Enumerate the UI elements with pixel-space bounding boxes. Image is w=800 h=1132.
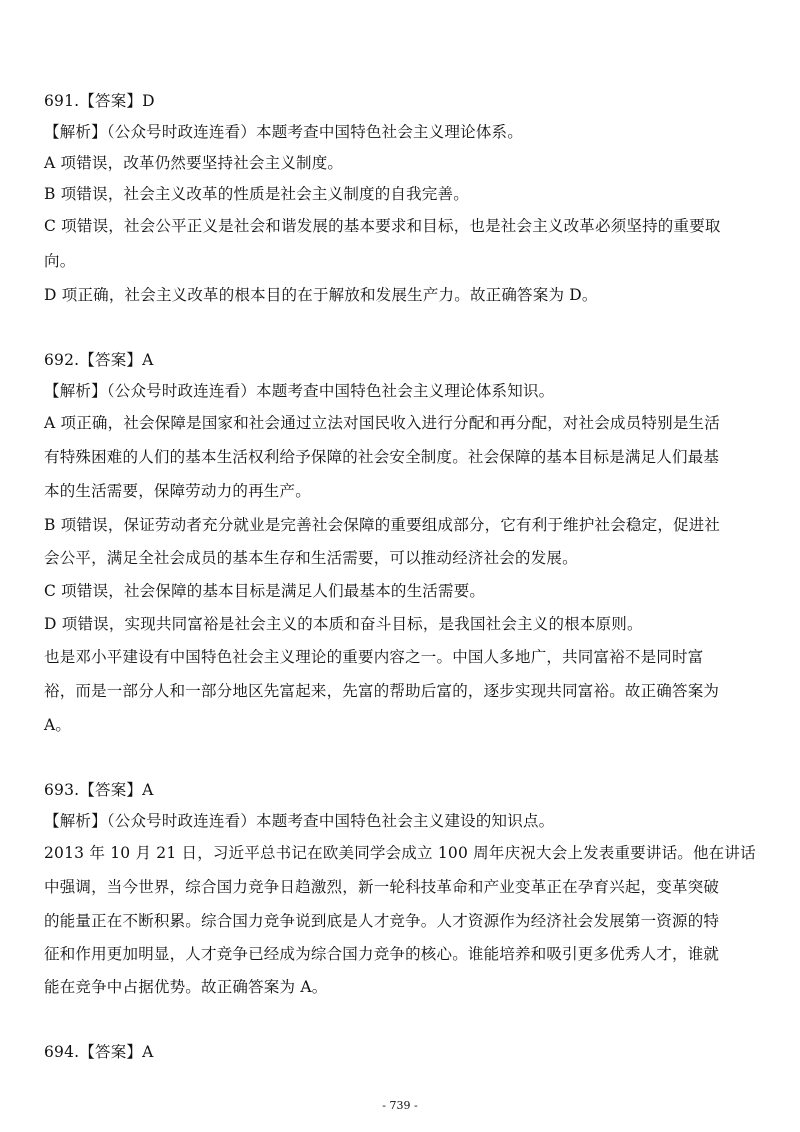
paragraph-line: 向。 <box>44 252 76 270</box>
answer-title-693: 693.【答案】A <box>44 781 154 799</box>
analysis-692: 【解析】（公众号时政连连看）本题考查中国特色社会主义理论体系知识。 <box>44 382 555 400</box>
paragraph-line: B 项错误，保证劳动者充分就业是完善社会保障的重要组成部分，它有利于维护社会稳定，促进社 <box>44 516 721 534</box>
paragraph-line: B 项错误，社会主义改革的性质是社会主义制度的自我完善。 <box>44 185 469 203</box>
paragraph-line: 有特殊困难的人们的基本生活权利给予保障的社会安全制度。社会保障的基本目标是满足人们最基 <box>44 448 720 466</box>
answer-title-691: 691.【答案】D <box>44 92 155 110</box>
paragraph-line: A。 <box>44 716 72 734</box>
answer-title-692: 692.【答案】A <box>44 351 154 369</box>
paragraph-line: C 项错误，社会保障的基本目标是满足人们最基本的生活需要。 <box>44 582 486 600</box>
page-number: - 739 - <box>382 1099 418 1112</box>
paragraph-line: 2013 年 10 月 21 日，习近平总书记在欧美同学会成立 100 周年庆祝大会上发表重要讲话。他在讲话 <box>44 844 756 862</box>
paragraph-line: 中强调，当今世界，综合国力竞争日趋激烈，新一轮科技革命和产业变革正在孕育兴起，变革突破 <box>44 878 720 896</box>
paragraph-line: 的能量正在不断积累。综合国力竞争说到底是人才竞争。人才资源作为经济社会发展第一资源的特 <box>44 912 720 930</box>
analysis-691: 【解析】（公众号时政连连看）本题考查中国特色社会主义理论体系。 <box>44 123 523 141</box>
analysis-693: 【解析】（公众号时政连连看）本题考查中国特色社会主义建设的知识点。 <box>44 812 555 830</box>
paragraph-line: 征和作用更加明显，人才竞争已经成为综合国力竞争的核心。谁能培养和吸引更多优秀人才，谁就 <box>44 945 720 963</box>
paragraph-line: 也是邓小平建设有中国特色社会主义理论的重要内容之一。中国人多地广，共同富裕不是同时富 <box>44 648 704 666</box>
answer-title-694: 694.【答案】A <box>44 1043 154 1061</box>
paragraph-line: D 项正确，社会主义改革的根本目的在于解放和发展生产力。故正确答案为 D。 <box>44 286 598 304</box>
paragraph-line: 裕，而是一部分人和一部分地区先富起来，先富的帮助后富的，逐步实现共同富裕。故正确答案为 <box>44 682 720 700</box>
paragraph-line: A 项错误，改革仍然要坚持社会主义制度。 <box>44 154 344 172</box>
paragraph-line: A 项正确，社会保障是国家和社会通过立法对国民收入进行分配和再分配，对社会成员特别是生活 <box>44 414 720 432</box>
paragraph-line: 能在竞争中占据优势。故正确答案为 A。 <box>44 978 328 996</box>
paragraph-line: C 项错误，社会公平正义是社会和谐发展的基本要求和目标，也是社会主义改革必须坚持的重要取 <box>44 217 721 235</box>
paragraph-line: D 项错误，实现共同富裕是社会主义的本质和奋斗目标，是我国社会主义的根本原则。 <box>44 615 643 633</box>
paragraph-line: 会公平，满足全社会成员的基本生存和生活需要，可以推动经济社会的发展。 <box>44 549 578 567</box>
paragraph-line: 本的生活需要，保障劳动力的再生产。 <box>44 482 311 500</box>
